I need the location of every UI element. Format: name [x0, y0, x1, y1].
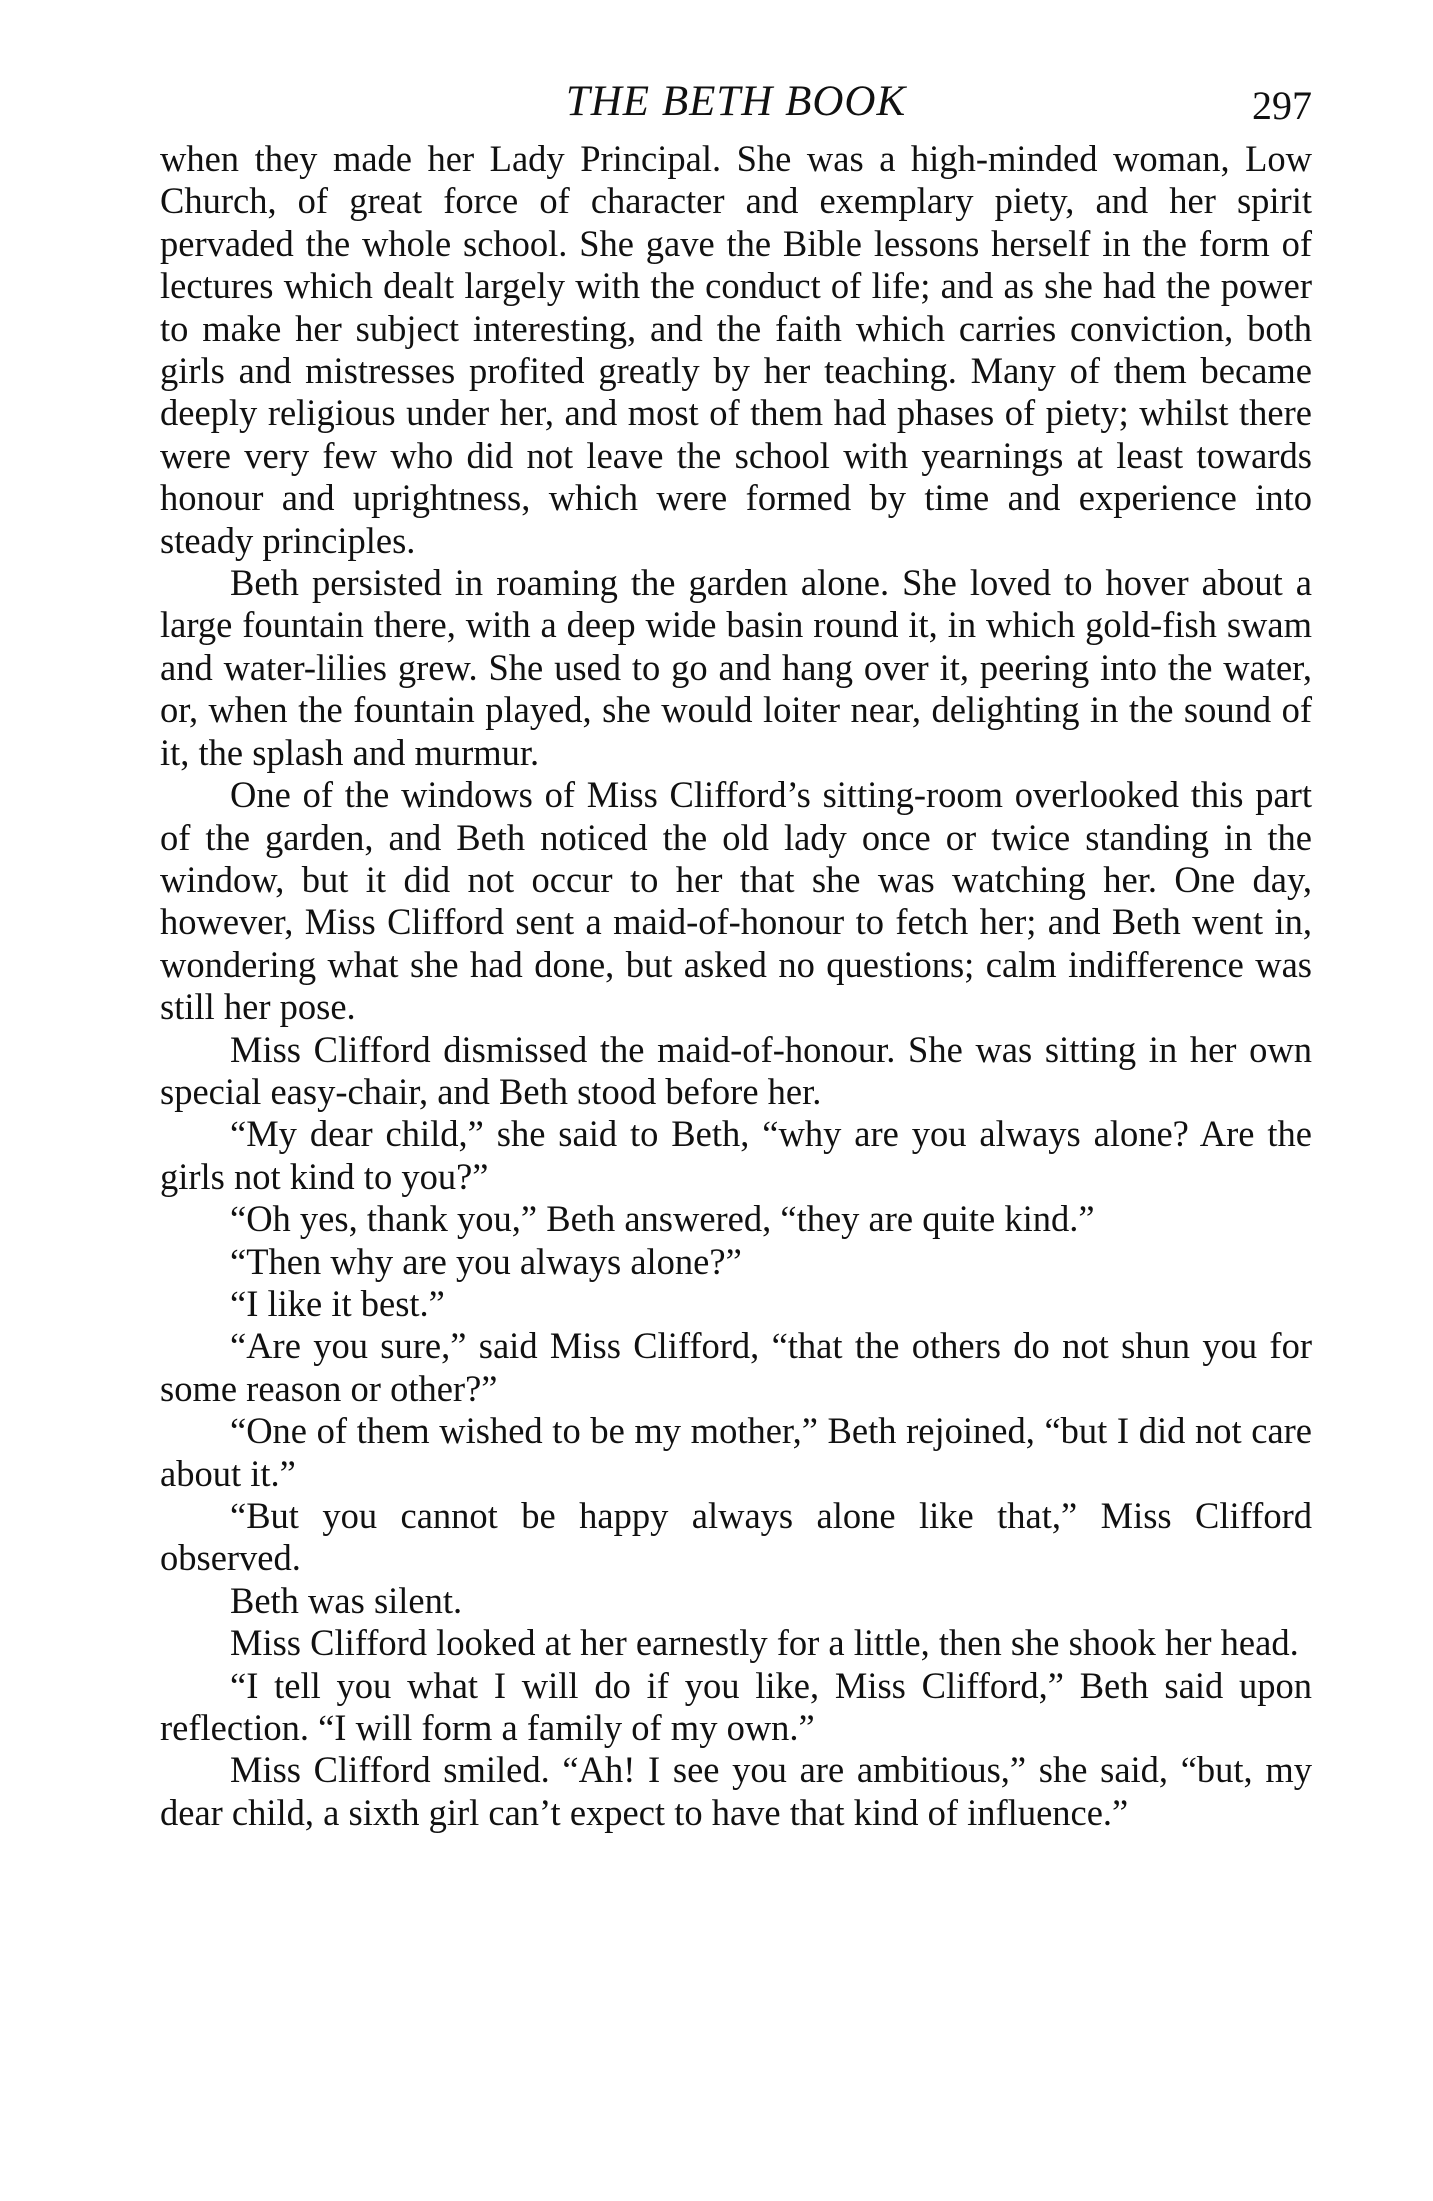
- page-header: [160, 70, 1312, 134]
- paragraph: “I like it best.”: [230, 1282, 445, 1324]
- paragraph: One of the windows of Miss Clifford’s sitting-room overlooked this part of the garden, and Beth noticed the old lady once or twice standing in the window, but it did not occur to her that she was watching her. One day, however, Miss Clifford sent a maid-of-honour to fetch her; and Beth went in, wondering what she had done, but asked no questions; calm indifference was still her pose.: [160, 774, 1312, 1028]
- paragraph: Miss Clifford dismissed the maid-of-honour. She was sitting in her own special easy-chair, and Beth stood before her.: [160, 1028, 1312, 1112]
- running-title: THE BETH BOOK: [565, 78, 907, 125]
- paragraph: “I tell you what I will do if you like, Miss Clifford,” Beth said upon reflection. “I will form a family of my own.”: [160, 1664, 1312, 1749]
- paragraph: when they made her Lady Principal. She was a high-minded woman, Low Church, of great force of character and exemplary piety, and her spirit pervaded the whole school. She gave the Bible lessons herself in the form of lectures which dealt largely with the conduct of life; and as she had the power to make her subject interesting, and the faith which carries conviction, both girls and mistresses profited greatly by her teaching. Many of them became deeply religious under her, and most of them had phases of piety; whilst there were very few who did not leave the school with yearnings at least towards honour and uprightness, which were formed by time and experience into steady principles.: [160, 138, 1312, 561]
- paragraph: “One of them wished to be my mother,” Beth rejoined, “but I did not care about it.”: [160, 1410, 1312, 1494]
- paragraph: Beth was silent.: [230, 1579, 463, 1621]
- body-text: [160, 138, 1312, 1834]
- paragraph: Miss Clifford smiled. “Ah! I see you are ambitious,” she said, “but, my dear child, a sixth girl can’t expect to have that kind of influence.”: [160, 1749, 1312, 1833]
- paragraph: “But you cannot be happy always alone like that,” Miss Clifford observed.: [160, 1495, 1312, 1579]
- paragraph: “Then why are you always alone?”: [230, 1240, 742, 1282]
- paragraph: Beth persisted in roaming the garden alone. She loved to hover about a large fountain there, with a deep wide basin round it, in which gold-fish swam and water-lilies grew. She used to go and hang over it, peering into the water, or, when the fountain played, she would loiter near, delighting in the sound of it, the splash and murmur.: [160, 562, 1312, 773]
- page-number: 297: [1252, 83, 1312, 128]
- book-page: [160, 70, 1312, 1834]
- paragraph: “Are you sure,” said Miss Clifford, “that the others do not shun you for some reason or other?”: [160, 1325, 1312, 1409]
- paragraph: “My dear child,” she said to Beth, “why are you always alone? Are the girls not kind to you?”: [160, 1113, 1312, 1197]
- paragraph: Miss Clifford looked at her earnestly for a little, then she shook her head.: [230, 1622, 1299, 1664]
- paragraph: “Oh yes, thank you,” Beth answered, “they are quite kind.”: [230, 1198, 1095, 1240]
